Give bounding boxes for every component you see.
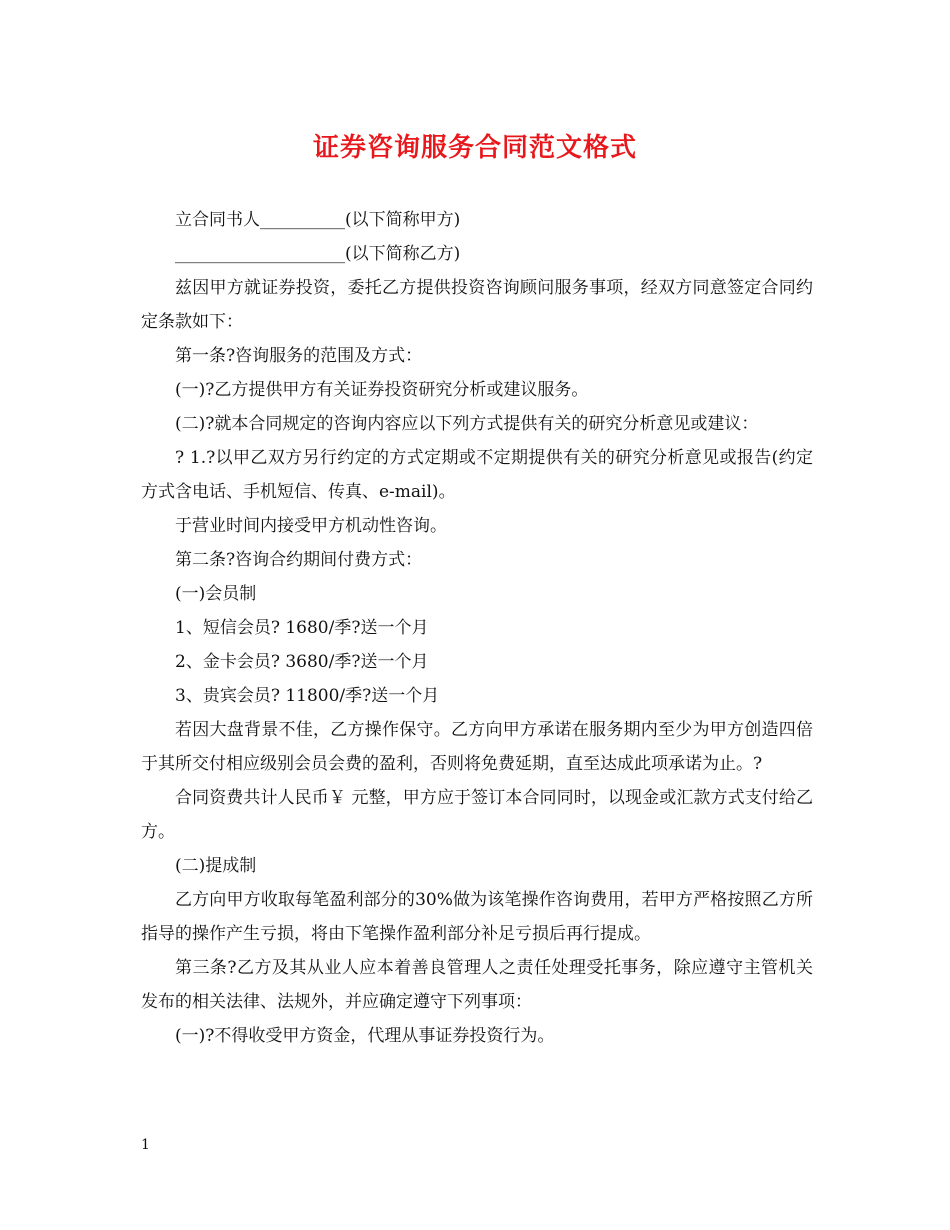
paragraph-article-2-heading: 第二条?咨询合约期间付费方式： (175, 550, 423, 570)
paragraph-commission-detail: 乙方向甲方收取每笔盈利部分的30%做为该笔操作咨询费用，若甲方严格按照乙方所指导的操作产生亏损，将由下笔操作盈利部分补足亏损后再行提成。 (141, 890, 813, 944)
paragraph-party-a: 立合同书人__________(以下简称甲方) (175, 210, 461, 230)
page-number: 1 (141, 1137, 150, 1153)
paragraph-commission: (二)提成制 (175, 856, 257, 876)
paragraph-membership-sms: 1、短信会员? 1680/季?送一个月 (175, 618, 429, 638)
paragraph-article-3-heading: 第三条?乙方及其从业人应本着善良管理人之责任处理受托事务，除应遵守主管机关发布的相关法律、法规外，并应确定遵守下列事项： (141, 958, 813, 1012)
paragraph-preamble: 兹因甲方就证券投资，委托乙方提供投资咨询顾问服务事项，经双方同意签定合同约定条款如下： (141, 278, 813, 332)
paragraph-membership-gold: 2、金卡会员? 3680/季?送一个月 (175, 652, 429, 672)
paragraph-article-1-item-1: (一)?乙方提供甲方有关证券投资研究分析或建议服务。 (175, 380, 589, 400)
paragraph-article-1-item-2-1: ? 1.?以甲乙双方另行约定的方式定期或不定期提供有关的研究分析意见或报告(约定方式含电话、手机短信、传真、e-mail)。 (141, 448, 813, 502)
paragraph-membership: (一)会员制 (175, 584, 257, 604)
paragraph-article-1-heading: 第一条?咨询服务的范围及方式： (175, 346, 423, 366)
paragraph-fee-total: 合同资费共计人民币￥ 元整，甲方应于签订本合同同时，以现金或汇款方式支付给乙方。 (141, 788, 813, 842)
document-body (141, 203, 813, 1053)
paragraph-membership-vip: 3、贵宾会员? 11800/季?送一个月 (175, 686, 440, 706)
paragraph-party-b: ____________________(以下简称乙方) (175, 244, 461, 264)
paragraph-commitment: 若因大盘背景不佳，乙方操作保守。乙方向甲方承诺在服务期内至少为甲方创造四倍于其所交付相应级别会员会费的盈利，否则将免费延期，直至达成此项承诺为止。? (141, 720, 813, 774)
paragraph-business-hours: 于营业时间内接受甲方机动性咨询。 (175, 516, 447, 536)
paragraph-article-3-item-1: (一)?不得收受甲方资金，代理从事证券投资行为。 (175, 1026, 555, 1046)
paragraph-article-1-item-2: (二)?就本合同规定的咨询内容应以下列方式提供有关的研究分析意见或建议： (175, 414, 759, 434)
document-title: 证券咨询服务合同范文格式 (312, 133, 637, 163)
